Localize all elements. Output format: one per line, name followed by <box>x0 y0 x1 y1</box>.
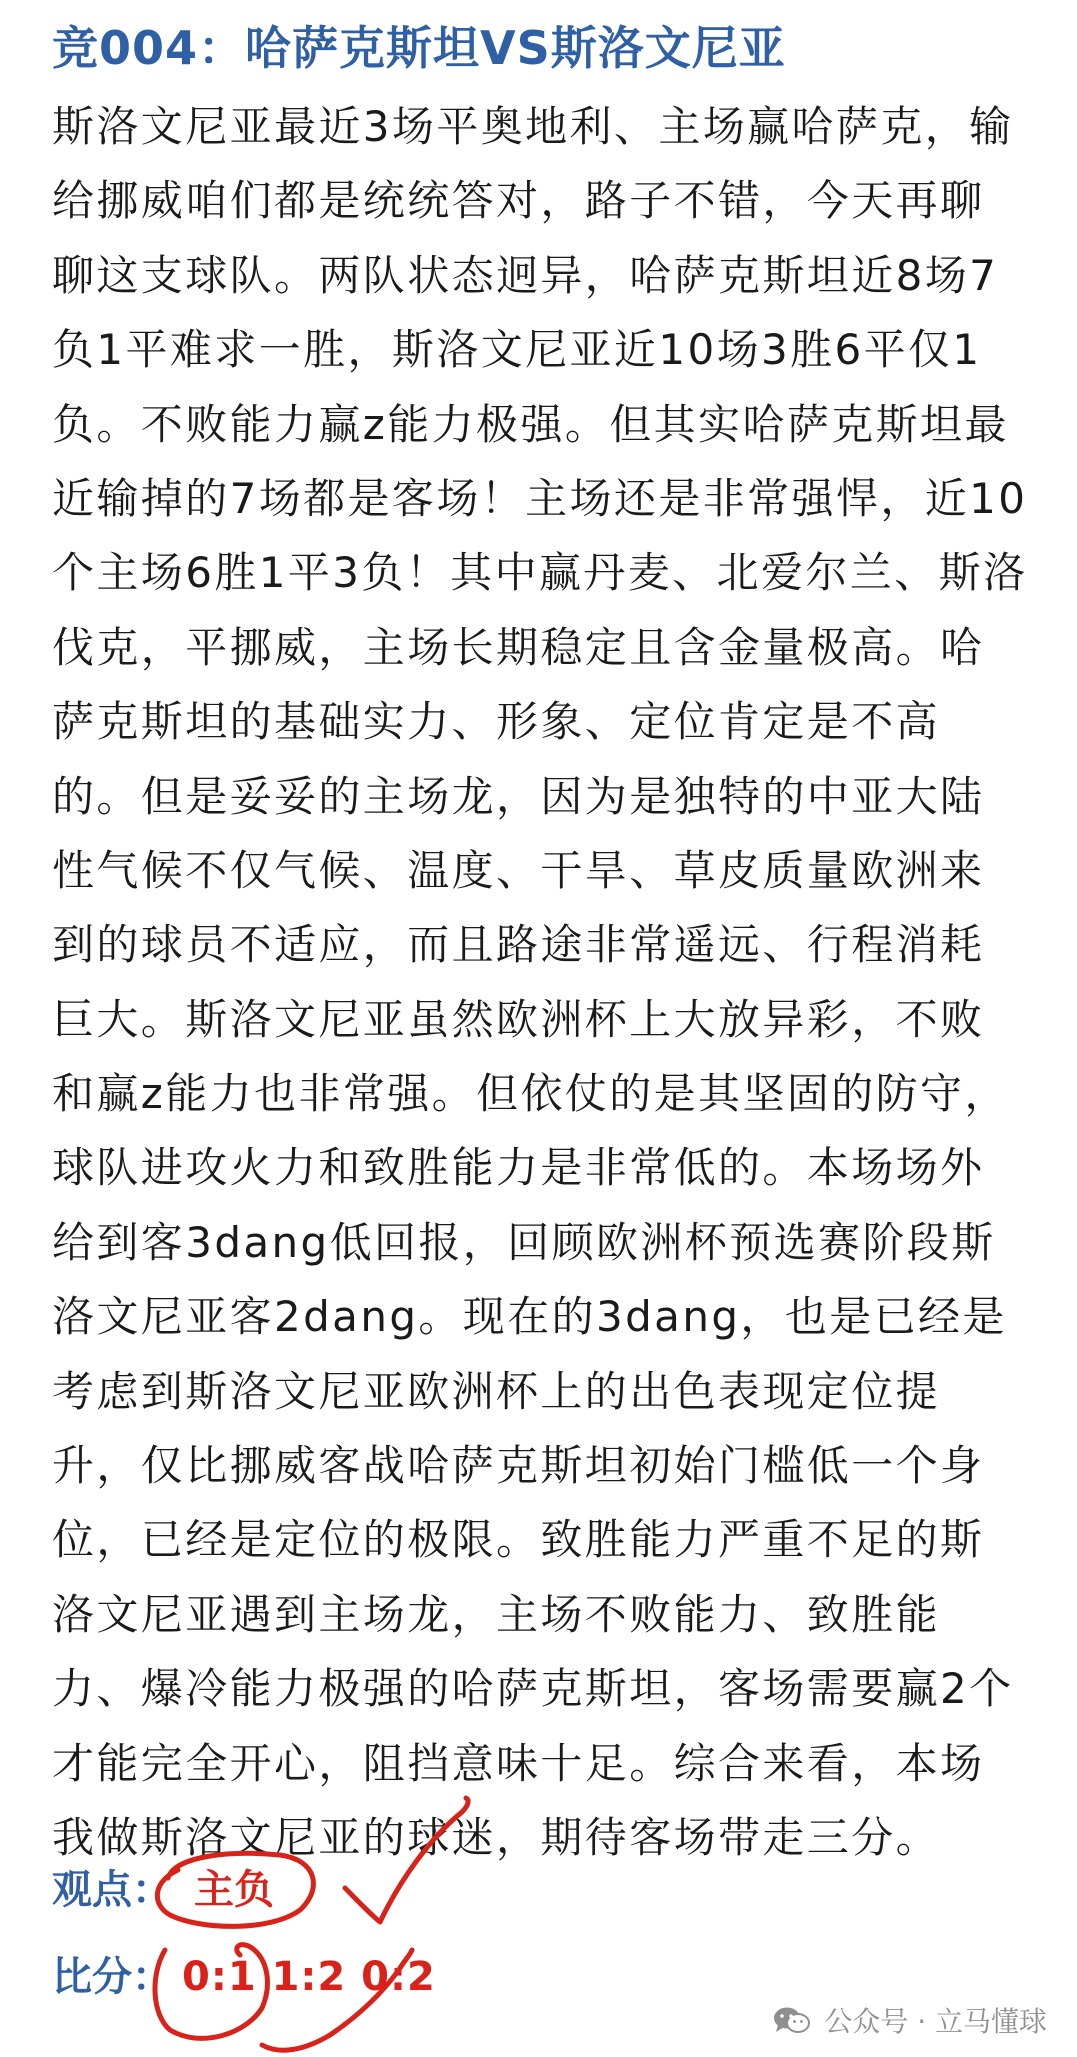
viewpoint-row <box>52 1860 274 1920</box>
watermark <box>772 2000 1047 2040</box>
article-line: 负1平难求一胜，斯洛文尼亚近10场3胜6平仅1 <box>52 325 982 375</box>
article-line: 到的球员不适应，而且路途非常遥远、行程消耗 <box>52 920 985 970</box>
article-line: 考虑到斯洛文尼亚欧洲杯上的出色表现定位提 <box>52 1366 941 1416</box>
article-line: 的。但是妥妥的主场龙，因为是独特的中亚大陆 <box>52 771 985 821</box>
article-line: 伐克，平挪威，主场长期稳定且含金量极高。哈 <box>52 622 985 672</box>
article-line: 给到客3dang低回报，回顾欧洲杯预选赛阶段斯 <box>52 1217 996 1267</box>
article-line: 位，已经是定位的极限。致胜能力严重不足的斯 <box>52 1515 985 1565</box>
article-line: 升，仅比挪威客战哈萨克斯坦初始门槛低一个身 <box>52 1441 985 1491</box>
article-title: 竞004：哈萨克斯坦VS斯洛文尼亚 <box>52 21 786 75</box>
article-line: 近输掉的7场都是客场！主场还是非常强悍，近10 <box>52 473 1028 523</box>
article-line: 才能完全开心，阻挡意味十足。综合来看，本场 <box>52 1738 985 1788</box>
article-line: 球队进攻火力和致胜能力是非常低的。本场场外 <box>52 1143 985 1193</box>
article-line: 和赢z能力也非常强。但依仗的是其坚固的防守， <box>52 1069 1009 1119</box>
watermark-text: 公众号 · 立马懂球 <box>824 2005 1047 2038</box>
article-line: 给挪威咱们都是统统答对，路子不错，今天再聊 <box>52 176 985 226</box>
score-row <box>52 1947 436 2007</box>
article-line: 个主场6胜1平3负！其中赢丹麦、北爱尔兰、斯洛 <box>52 548 1028 598</box>
article-line: 力、爆冷能力极强的哈萨克斯坦，客场需要赢2个 <box>52 1664 1014 1714</box>
article-line: 萨克斯坦的基础实力、形象、定位肯定是不高 <box>52 697 941 747</box>
article-line: 洛文尼亚遇到主场龙，主场不败能力、致胜能 <box>52 1589 941 1639</box>
viewpoint-value: 主负 <box>194 1867 274 1913</box>
article-line: 巨大。斯洛文尼亚虽然欧洲杯上大放异彩，不败 <box>52 994 985 1044</box>
score-value: 0:1 1:2 0:2 <box>182 1954 436 2000</box>
wechat-icon <box>772 2005 812 2035</box>
article-line: 斯洛文尼亚最近3场平奥地利、主场赢哈萨克，输 <box>52 102 1014 151</box>
article-line: 性气候不仅气候、温度、干旱、草皮质量欧洲来 <box>52 845 985 895</box>
viewpoint-label: 观点： <box>52 1867 172 1913</box>
article-body <box>52 90 1042 1875</box>
article-line: 洛文尼亚客2dang。现在的3dang，也是已经是 <box>52 1292 1007 1342</box>
article-line: 我做斯洛文尼亚的球迷，期待客场带走三分。 <box>52 1812 941 1862</box>
article-line: 负。不败能力赢z能力极强。但其实哈萨克斯坦最 <box>52 399 1009 449</box>
article-line: 聊这支球队。两队状态迥异，哈萨克斯坦近8场7 <box>52 250 999 300</box>
score-label: 比分： <box>52 1954 172 2000</box>
